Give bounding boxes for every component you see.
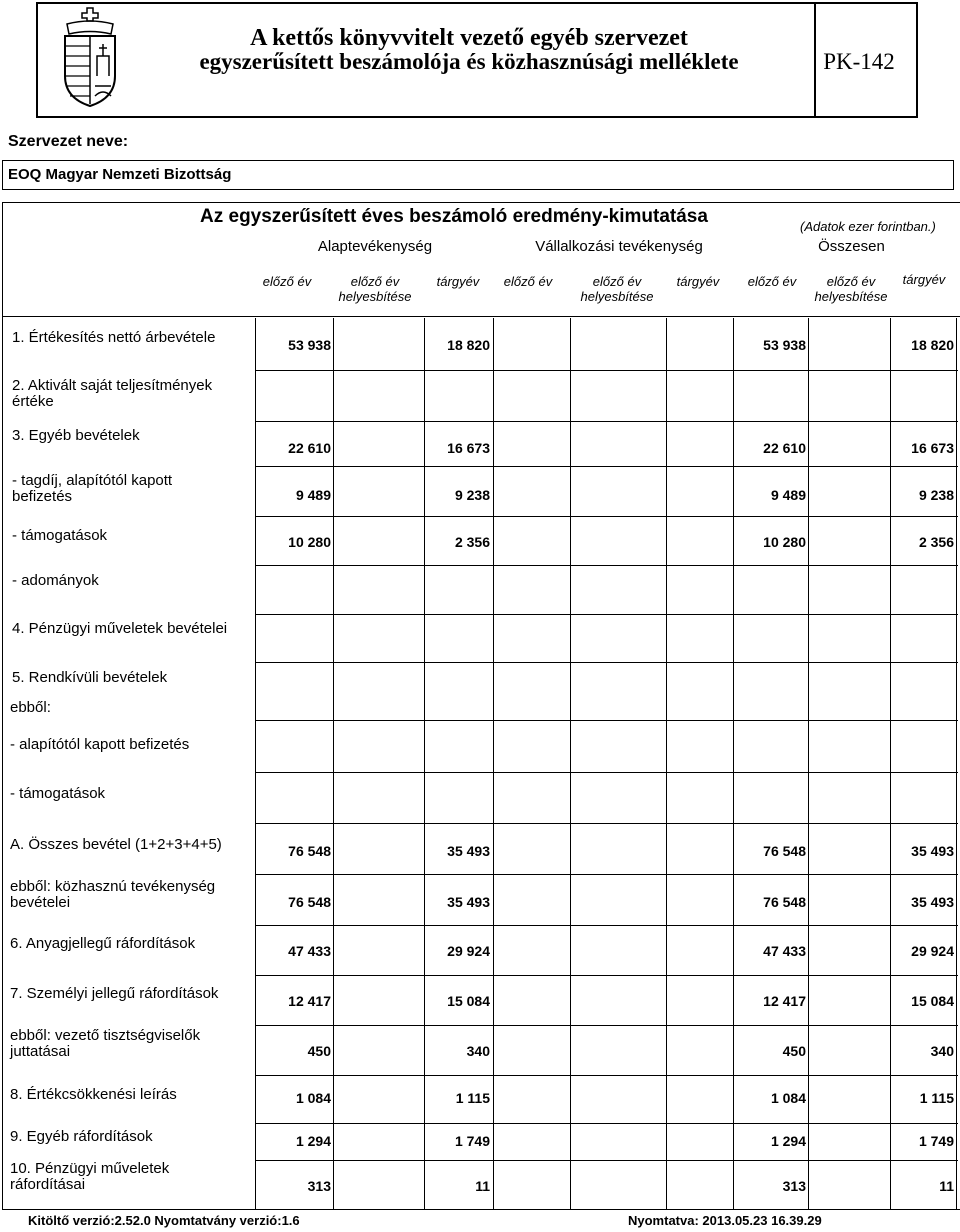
grid-line xyxy=(808,318,809,1210)
value-cell: 47 433 xyxy=(763,943,806,959)
value-cell: 76 548 xyxy=(288,843,331,859)
value-cell: 29 924 xyxy=(447,943,490,959)
row-rule xyxy=(255,823,958,824)
row-rule xyxy=(255,1123,958,1124)
group-business-activity: Vállalkozási tevékenység xyxy=(535,238,703,255)
coat-of-arms-logo xyxy=(57,6,123,108)
value-cell: 1 084 xyxy=(770,1090,806,1106)
value-cell: 15 084 xyxy=(447,993,490,1009)
row-label-founder-payment: - alapítótól kapott befizetés xyxy=(10,736,190,753)
row-rule xyxy=(255,662,958,663)
subheader-prev-year-correction: előző év helyesbítése xyxy=(580,274,654,304)
value-cell: 16 673 xyxy=(911,440,954,456)
grid-line xyxy=(493,318,494,1210)
report-title: Az egyszerűsített éves beszámoló eredmény-kimutatása xyxy=(200,206,708,227)
grid-line xyxy=(570,318,571,1210)
value-cell: 22 610 xyxy=(288,440,331,456)
value-cell: 340 xyxy=(466,1043,490,1059)
subheader-prev-year-correction: előző év helyesbítése xyxy=(814,274,888,304)
group-basic-activity: Alaptevékenység xyxy=(317,238,433,255)
row-rule xyxy=(255,370,958,371)
org-name-field-end xyxy=(954,160,960,190)
row-label-other-income: 3. Egyéb bevételek xyxy=(12,427,140,444)
row-label-personnel-costs: 7. Személyi jellegű ráfordítások xyxy=(10,985,219,1002)
row-label-subsidies-2: - támogatások xyxy=(10,785,106,802)
row-rule xyxy=(255,874,958,875)
value-cell: 1 294 xyxy=(295,1133,331,1149)
value-cell: 2 356 xyxy=(454,534,490,550)
row-rule xyxy=(255,1160,958,1161)
row-rule xyxy=(255,466,958,467)
row-label-material-costs: 6. Anyagjellegű ráfordítások xyxy=(10,935,196,952)
row-rule xyxy=(255,1075,958,1076)
row-rule xyxy=(255,1025,958,1026)
row-label-of-which: ebből: xyxy=(10,699,51,716)
table-bottom-rule xyxy=(2,1209,960,1210)
value-cell: 9 238 xyxy=(918,487,954,503)
value-cell: 35 493 xyxy=(447,843,490,859)
row-label-depreciation: 8. Értékcsökkenési leírás xyxy=(10,1086,177,1103)
value-cell: 10 280 xyxy=(763,534,806,550)
value-cell: 22 610 xyxy=(763,440,806,456)
row-label-membership-fees: - tagdíj, alapítótól kapott befizetés xyxy=(12,472,173,505)
row-rule xyxy=(255,925,958,926)
grid-line xyxy=(333,318,334,1210)
form-title-line2: egyszerűsített beszámolója és közhasznúsági melléklete xyxy=(199,49,739,74)
value-cell: 47 433 xyxy=(288,943,331,959)
value-cell: 10 280 xyxy=(288,534,331,550)
value-cell: 9 238 xyxy=(454,487,490,503)
value-cell: 11 xyxy=(475,1178,490,1194)
grid-line xyxy=(424,318,425,1210)
group-total: Összesen xyxy=(818,238,885,255)
row-label-extraordinary-income: 5. Rendkívüli bevételek xyxy=(12,669,168,686)
subheader-prev-year: előző év xyxy=(503,274,553,289)
footer-version: Kitöltő verzió:2.52.0 Nyomtatvány verzió:1.6 xyxy=(28,1213,300,1228)
grid-line xyxy=(666,318,667,1210)
value-cell: 18 820 xyxy=(911,337,954,353)
value-cell: 9 489 xyxy=(295,487,331,503)
value-cell: 76 548 xyxy=(763,843,806,859)
value-cell: 1 115 xyxy=(919,1090,954,1106)
value-cell: 11 xyxy=(939,1178,954,1194)
value-cell: 1 294 xyxy=(770,1133,806,1149)
value-cell: 18 820 xyxy=(447,337,490,353)
row-label-capitalized-performance: 2. Aktivált saját teljesítmények értéke xyxy=(12,377,213,410)
row-rule xyxy=(255,614,958,615)
row-label-other-expenses: 9. Egyéb ráfordítások xyxy=(10,1128,153,1145)
row-label-subsidies: - támogatások xyxy=(12,527,108,544)
value-cell: 35 493 xyxy=(447,894,490,910)
value-cell: 313 xyxy=(307,1178,331,1194)
value-cell: 16 673 xyxy=(447,440,490,456)
form-id: PK-142 xyxy=(823,49,895,74)
value-cell: 12 417 xyxy=(763,993,806,1009)
value-cell: 12 417 xyxy=(288,993,331,1009)
footer-printed: Nyomtatva: 2013.05.23 16.39.29 xyxy=(628,1213,822,1228)
subheader-prev-year-correction: előző év helyesbítése xyxy=(338,274,412,304)
grid-line xyxy=(956,318,957,1210)
row-rule xyxy=(255,421,958,422)
row-label-public-benefit-income: ebből: közhasznú tevékenység bevételei xyxy=(10,878,216,911)
subheader-current-year: tárgyév xyxy=(436,274,480,289)
row-label-executive-remuneration: ebből: vezető tisztségviselők juttatásai xyxy=(10,1027,201,1060)
value-cell: 313 xyxy=(782,1178,806,1194)
grid-line xyxy=(733,318,734,1210)
value-cell: 76 548 xyxy=(288,894,331,910)
value-cell: 2 356 xyxy=(918,534,954,550)
row-label-total-income: A. Összes bevétel (1+2+3+4+5) xyxy=(10,836,222,853)
row-label-financial-income: 4. Pénzügyi műveletek bevételei xyxy=(12,620,228,637)
value-cell: 35 493 xyxy=(911,894,954,910)
value-cell: 450 xyxy=(782,1043,806,1059)
value-cell: 35 493 xyxy=(911,843,954,859)
value-cell: 1 749 xyxy=(918,1133,954,1149)
grid-line xyxy=(890,318,891,1210)
row-rule xyxy=(255,720,958,721)
value-cell: 1 084 xyxy=(295,1090,331,1106)
row-rule xyxy=(255,516,958,517)
value-cell: 1 115 xyxy=(455,1090,490,1106)
row-rule xyxy=(255,772,958,773)
unit-note: (Adatok ezer forintban.) xyxy=(800,219,936,234)
value-cell: 53 938 xyxy=(763,337,806,353)
row-rule xyxy=(255,975,958,976)
grid-line xyxy=(255,318,256,1210)
subheader-current-year: tárgyév xyxy=(902,272,946,287)
row-label-donations: - adományok xyxy=(12,572,99,589)
subheader-prev-year: előző év xyxy=(747,274,797,289)
value-cell: 29 924 xyxy=(911,943,954,959)
row-label-net-sales: 1. Értékesítés nettó árbevétele xyxy=(12,329,216,346)
value-cell: 76 548 xyxy=(763,894,806,910)
subheader-current-year: tárgyév xyxy=(676,274,720,289)
header-rule xyxy=(2,316,960,317)
org-name-field: EOQ Magyar Nemzeti Bizottság xyxy=(2,160,954,190)
value-cell: 9 489 xyxy=(770,487,806,503)
org-label: Szervezet neve: xyxy=(8,133,129,150)
subheader-prev-year: előző év xyxy=(262,274,312,289)
form-title-line1: A kettős könyvvitelt vezető egyéb szervezet xyxy=(250,25,688,51)
row-label-financial-expenses: 10. Pénzügyi műveletek ráfordításai xyxy=(10,1160,170,1193)
value-cell: 340 xyxy=(930,1043,954,1059)
value-cell: 53 938 xyxy=(288,337,331,353)
value-cell: 15 084 xyxy=(911,993,954,1009)
value-cell: 450 xyxy=(307,1043,331,1059)
row-rule xyxy=(255,565,958,566)
value-cell: 1 749 xyxy=(454,1133,490,1149)
